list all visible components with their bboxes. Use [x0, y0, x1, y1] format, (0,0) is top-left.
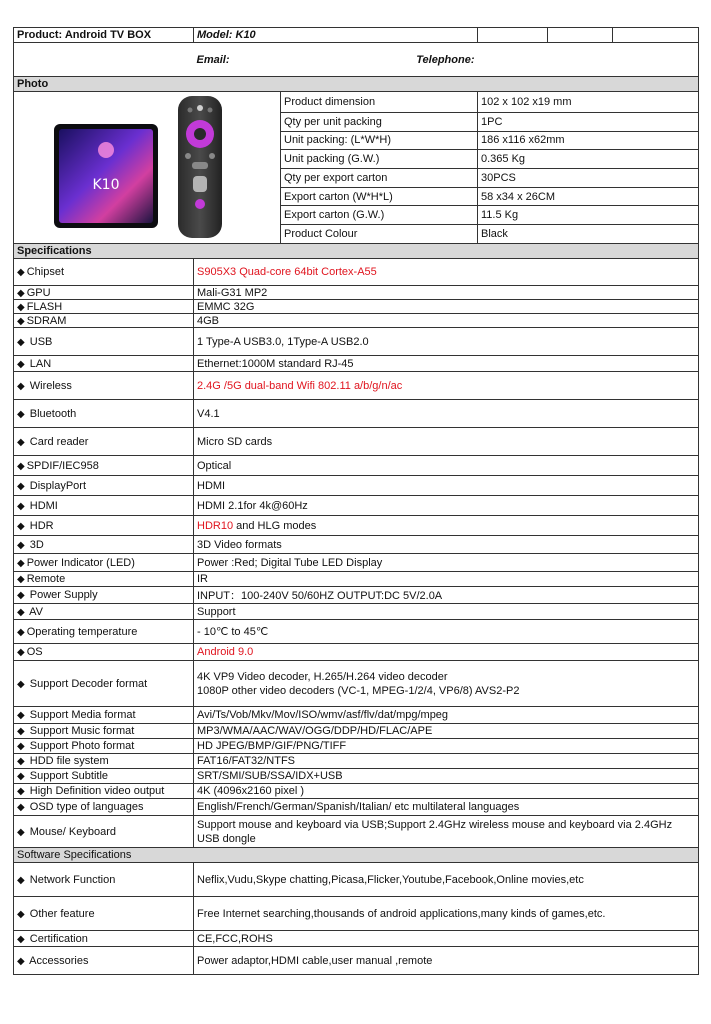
- spec-value-text: Avi/Ts/Vob/Mkv/Mov/ISO/wmv/asf/flv/dat/mpg/mpeg: [197, 709, 449, 721]
- diamond-bullet-icon: ◆: [17, 574, 25, 585]
- spec-key: [14, 286, 194, 300]
- spec-key: [14, 496, 194, 516]
- spec-value-text: Power :Red; Digital Tube LED Display: [197, 556, 383, 569]
- diamond-bullet-icon: ◆: [17, 436, 25, 448]
- spec-key-text: Support Media format: [26, 709, 136, 721]
- spec-key-text: Other feature: [26, 907, 95, 920]
- spec-value-text: V4.1: [197, 407, 220, 420]
- spec-row: [14, 356, 699, 372]
- spec-value: [194, 661, 699, 707]
- diamond-bullet-icon: ◆: [17, 500, 25, 512]
- spec-value-text: - 10℃ to 45℃: [197, 626, 269, 638]
- spec-value: [194, 707, 699, 724]
- photo-row-key: Unit packing: (L*W*H): [281, 131, 478, 150]
- diamond-bullet-icon: ◆: [17, 539, 25, 551]
- spec-value-text: Ethernet:1000M standard RJ-45: [197, 357, 354, 370]
- spec-key: [14, 816, 194, 848]
- product-label: Product: Android TV BOX: [14, 28, 194, 43]
- spec-key: [14, 863, 194, 897]
- photo-row-value: 11.5 Kg: [478, 206, 699, 225]
- spec-key-text: USB: [26, 335, 53, 348]
- spec-row: [14, 286, 699, 300]
- spec-key: [14, 897, 194, 931]
- spec-key-text: Support Subtitle: [26, 770, 109, 782]
- photo-row-key: Qty per export carton: [281, 169, 478, 188]
- spec-key-text: LAN: [26, 357, 52, 370]
- diamond-bullet-icon: ◆: [17, 678, 25, 690]
- spec-row: [14, 604, 699, 620]
- blank-cell: [478, 28, 548, 43]
- spec-value: [194, 554, 699, 572]
- spec-row: [14, 863, 699, 897]
- spec-value: [194, 587, 699, 604]
- diamond-bullet-icon: ◆: [17, 480, 25, 492]
- photo-row-value: 58 x34 x 26CM: [478, 187, 699, 206]
- spec-key: [14, 724, 194, 739]
- spec-value-text: Free Internet searching,thousands of android applications,many kinds of games,etc.: [197, 907, 606, 920]
- diamond-bullet-icon: ◆: [17, 626, 25, 638]
- spec-key-text: Power Indicator (LED): [26, 556, 135, 569]
- spec-value: [194, 259, 699, 286]
- spec-row: [14, 554, 699, 572]
- spec-value: [194, 754, 699, 769]
- spec-key-text: Wireless: [26, 379, 72, 392]
- spec-key-text: Power Supply: [26, 589, 98, 601]
- spec-value: [194, 931, 699, 947]
- spec-value-line: 1080P other video decoders (VC-1, MPEG-1/2/4, VP6/8) AVS2-P2: [197, 684, 520, 697]
- photo-row-key: Unit packing (G.W.): [281, 150, 478, 169]
- spec-value-text: and HLG modes: [233, 519, 317, 532]
- spec-value: [194, 300, 699, 314]
- diamond-bullet-icon: ◆: [17, 802, 25, 813]
- spec-value: [194, 536, 699, 554]
- spec-row: [14, 739, 699, 754]
- spec-value: [194, 400, 699, 428]
- spec-key: [14, 476, 194, 496]
- spec-row: [14, 456, 699, 476]
- diamond-bullet-icon: ◆: [17, 557, 25, 569]
- spec-key: [14, 799, 194, 816]
- spec-row: [14, 328, 699, 356]
- spec-value-text: HD JPEG/BMP/GIF/PNG/TIFF: [197, 740, 347, 752]
- spec-key: [14, 769, 194, 784]
- diamond-bullet-icon: ◆: [17, 908, 25, 920]
- photo-row-key: Product dimension: [281, 92, 478, 113]
- spec-row: [14, 620, 699, 644]
- spec-value-text: Support mouse and keyboard via USB;Support 2.4GHz wireless mouse and keyboard via 2.4GHz USB dongle: [197, 818, 673, 845]
- spec-value-text: HDMI: [197, 479, 226, 492]
- spec-key: [14, 707, 194, 724]
- spec-value-text: HDMI 2.1for 4k@60Hz: [197, 499, 308, 512]
- spec-row: [14, 587, 699, 604]
- spec-key-text: SPDIF/IEC958: [26, 459, 99, 472]
- spec-key: [14, 456, 194, 476]
- spec-value-text: Power adaptor,HDMI cable,user manual ,remote: [197, 954, 433, 967]
- spec-row: [14, 259, 699, 286]
- spec-row: [14, 314, 699, 328]
- spec-key-text: Mouse/ Keyboard: [26, 825, 116, 838]
- spec-value-text: Mali-G31 MP2: [197, 286, 268, 299]
- spec-key-text: 3D: [26, 538, 44, 551]
- spec-row: [14, 816, 699, 848]
- spec-value: [194, 863, 699, 897]
- spec-key-text: Card reader: [26, 435, 89, 448]
- diamond-bullet-icon: ◆: [17, 647, 25, 658]
- spec-row: [14, 931, 699, 947]
- svg-text:K10: K10: [92, 177, 120, 193]
- spec-key: [14, 604, 194, 620]
- spec-value-text: 3D Video formats: [197, 538, 282, 551]
- diamond-bullet-icon: ◆: [17, 756, 25, 767]
- spec-key-text: High Definition video output: [26, 785, 165, 797]
- spec-key: [14, 516, 194, 536]
- spec-value-text: English/French/German/Spanish/Italian/ etc multilateral languages: [197, 801, 520, 813]
- spec-value: [194, 428, 699, 456]
- spec-key-text: Bluetooth: [26, 407, 77, 420]
- photo-row-value: 102 x 102 x19 mm: [478, 92, 699, 113]
- spec-row: [14, 300, 699, 314]
- spec-key-text: Operating temperature: [26, 625, 138, 638]
- spec-value-line: 4K VP9 Video decoder, H.265/H.264 video decoder: [197, 670, 448, 683]
- photo-row-value: 1PC: [478, 112, 699, 131]
- spec-value-text: Micro SD cards: [197, 435, 273, 448]
- spec-row: [14, 644, 699, 661]
- spec-key: [14, 644, 194, 661]
- specifications-title: Specifications: [14, 244, 699, 259]
- product-photo: [14, 92, 280, 240]
- spec-key: [14, 314, 194, 328]
- spec-value-text: CE,FCC,ROHS: [197, 932, 273, 945]
- spec-row: [14, 724, 699, 739]
- diamond-bullet-icon: ◆: [17, 380, 25, 392]
- spec-key: [14, 428, 194, 456]
- spec-key: [14, 661, 194, 707]
- spec-row: [14, 516, 699, 536]
- spec-key: [14, 259, 194, 286]
- spec-key-text: Remote: [26, 573, 66, 585]
- photo-row-key: Export carton (G.W.): [281, 206, 478, 225]
- photo-row-value: 0.365 Kg: [478, 150, 699, 169]
- spec-value-text: EMMC 32G: [197, 300, 255, 313]
- spec-row: [14, 897, 699, 931]
- diamond-bullet-icon: ◆: [17, 301, 25, 313]
- photo-row-value: 186 x116 x62mm: [478, 131, 699, 150]
- spec-key-text: HDD file system: [26, 755, 109, 767]
- spec-key-text: DisplayPort: [26, 479, 86, 492]
- spec-value: [194, 372, 699, 400]
- spec-value: [194, 286, 699, 300]
- diamond-bullet-icon: ◆: [17, 520, 25, 532]
- diamond-bullet-icon: ◆: [17, 786, 25, 797]
- spec-value: [194, 356, 699, 372]
- diamond-bullet-icon: ◆: [17, 955, 25, 967]
- spec-value: [194, 897, 699, 931]
- diamond-bullet-icon: ◆: [17, 460, 25, 472]
- diamond-bullet-icon: ◆: [17, 336, 25, 348]
- spec-value-highlight: HDR10: [197, 519, 234, 532]
- diamond-bullet-icon: ◆: [17, 826, 25, 838]
- spec-key: [14, 784, 194, 799]
- diamond-bullet-icon: ◆: [17, 933, 25, 945]
- spec-row: [14, 707, 699, 724]
- spec-value-text: Support: [197, 605, 236, 618]
- spec-key-text: Support Decoder format: [26, 677, 148, 690]
- spec-key: [14, 587, 194, 604]
- spec-sheet: [13, 27, 698, 975]
- spec-key: [14, 572, 194, 587]
- photo-row-key: Product Colour: [281, 225, 478, 244]
- spec-key: [14, 536, 194, 554]
- model-label: Model: K10: [194, 28, 478, 43]
- spec-key-text: FLASH: [26, 300, 63, 313]
- diamond-bullet-icon: ◆: [17, 358, 25, 370]
- spec-row: [14, 947, 699, 975]
- spec-key: [14, 372, 194, 400]
- spec-row: [14, 754, 699, 769]
- spec-value: [194, 739, 699, 754]
- diamond-bullet-icon: ◆: [17, 771, 25, 782]
- spec-table: [13, 27, 699, 975]
- spec-value: [194, 816, 699, 848]
- spec-value-text: SRT/SMI/SUB/SSA/IDX+USB: [197, 770, 343, 782]
- spec-value: [194, 516, 699, 536]
- spec-value: [194, 769, 699, 784]
- spec-row: [14, 784, 699, 799]
- spec-row: [14, 476, 699, 496]
- spec-row: [14, 799, 699, 816]
- diamond-bullet-icon: ◆: [17, 287, 25, 299]
- spec-key-text: HDR: [26, 519, 54, 532]
- spec-row: [14, 661, 699, 707]
- spec-value: [194, 476, 699, 496]
- spec-key: [14, 328, 194, 356]
- spec-value-text: FAT16/FAT32/NTFS: [197, 755, 296, 767]
- spec-value: [194, 799, 699, 816]
- diamond-bullet-icon: ◆: [17, 606, 25, 618]
- remote-control-icon: [178, 96, 222, 238]
- spec-value-text: Neflix,Vudu,Skype chatting,Picasa,Flicker,Youtube,Facebook,Online movies,etc: [197, 873, 584, 886]
- spec-value-text: Optical: [197, 459, 232, 472]
- diamond-bullet-icon: ◆: [17, 741, 25, 752]
- spec-value-text: 4GB: [197, 314, 220, 327]
- email-label: Email:: [196, 53, 230, 66]
- spec-value: [194, 604, 699, 620]
- tv-box-icon: [54, 124, 158, 228]
- spec-row: [14, 428, 699, 456]
- diamond-bullet-icon: ◆: [17, 874, 25, 886]
- spec-row: [14, 536, 699, 554]
- spec-key: [14, 400, 194, 428]
- spec-key: [14, 739, 194, 754]
- spec-key-text: OSD type of languages: [26, 801, 144, 813]
- spec-row: [14, 496, 699, 516]
- photo-row-key: Export carton (W*H*L): [281, 187, 478, 206]
- spec-key: [14, 931, 194, 947]
- spec-value: [194, 572, 699, 587]
- diamond-bullet-icon: ◆: [17, 590, 25, 601]
- software-specifications-title: Software Specifications: [14, 848, 699, 863]
- spec-key-text: Accessories: [26, 954, 89, 967]
- spec-value: [194, 620, 699, 644]
- diamond-bullet-icon: ◆: [17, 710, 25, 721]
- spec-key-text: AV: [26, 605, 44, 618]
- spec-value: [194, 784, 699, 799]
- spec-value: [194, 456, 699, 476]
- spec-value: [194, 947, 699, 975]
- spec-row: [14, 400, 699, 428]
- spec-key-text: OS: [26, 646, 43, 658]
- spec-value-text: Android 9.0: [197, 646, 254, 658]
- diamond-bullet-icon: ◆: [17, 408, 25, 420]
- spec-value-text: 1 Type-A USB3.0, 1Type-A USB2.0: [197, 335, 369, 348]
- photo-row-value: 30PCS: [478, 169, 699, 188]
- spec-key-text: GPU: [26, 286, 51, 299]
- blank-cell: [548, 28, 613, 43]
- spec-value-text: IR: [197, 573, 208, 585]
- spec-value: [194, 644, 699, 661]
- spec-key-text: SDRAM: [26, 314, 67, 327]
- spec-key: [14, 947, 194, 975]
- photo-row-value: Black: [478, 225, 699, 244]
- spec-row: [14, 769, 699, 784]
- spec-value-text: 4K (4096x2160 pixel ): [197, 785, 305, 797]
- spec-key-text: Chipset: [26, 266, 64, 278]
- spec-value: [194, 328, 699, 356]
- spec-key-text: Support Music format: [26, 725, 135, 737]
- diamond-bullet-icon: ◆: [17, 267, 25, 278]
- diamond-bullet-icon: ◆: [17, 726, 25, 737]
- spec-key: [14, 620, 194, 644]
- spec-row: [14, 372, 699, 400]
- blank-cell: [613, 28, 699, 43]
- spec-value-text: 2.4G /5G dual-band Wifi 802.11 a/b/g/n/ac: [197, 379, 403, 392]
- photo-row-key: Qty per unit packing: [281, 112, 478, 131]
- spec-key: [14, 300, 194, 314]
- spec-value-text: MP3/WMA/AAC/WAV/OGG/DDP/HD/FLAC/APE: [197, 725, 433, 737]
- spec-key-text: HDMI: [26, 499, 58, 512]
- spec-value-text: INPUT：100-240V 50/60HZ OUTPUT:DC 5V/2.0A: [197, 590, 443, 602]
- spec-key-text: Certification: [26, 932, 88, 945]
- spec-key: [14, 754, 194, 769]
- telephone-label: Telephone:: [416, 53, 475, 66]
- diamond-bullet-icon: ◆: [17, 315, 25, 327]
- spec-value: [194, 724, 699, 739]
- spec-value: [194, 314, 699, 328]
- spec-key-text: Support Photo format: [26, 740, 135, 752]
- spec-value: [194, 496, 699, 516]
- photo-row: [14, 92, 699, 113]
- spec-key-text: Network Function: [26, 873, 116, 886]
- spec-value-text: S905X3 Quad-core 64bit Cortex-A55: [197, 266, 377, 278]
- spec-key: [14, 356, 194, 372]
- photo-cell: [14, 92, 281, 244]
- photo-section-title: Photo: [14, 77, 699, 92]
- spec-key: [14, 554, 194, 572]
- spec-row: [14, 572, 699, 587]
